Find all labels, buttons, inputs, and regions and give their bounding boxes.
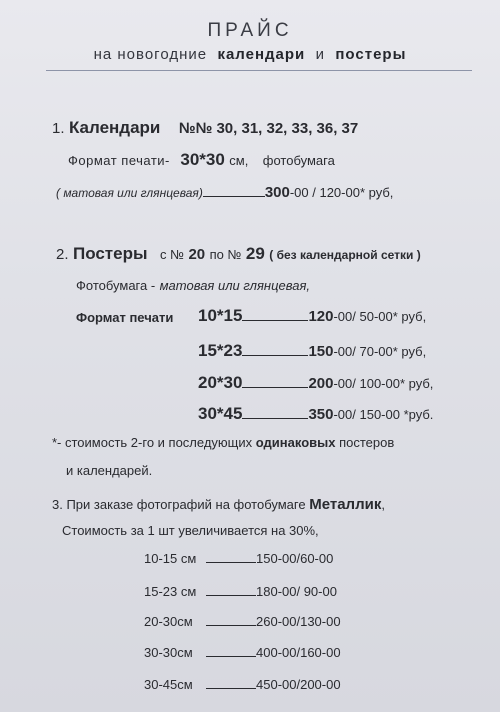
footnote-line1 [52,435,394,450]
price-leader-line [242,386,308,388]
section3-metallic: Металлик [309,496,382,513]
section1-price-line [56,184,393,202]
price-leader-line [206,561,256,563]
section3-line1 [52,496,385,513]
poster-price-main: 150 [308,343,334,360]
subtitle-and: и [315,46,326,63]
metallic-price: 150-00/60-00 [256,551,334,566]
section2-range-from: 20 [188,246,206,263]
metallic-price: 180-00/ 90-00 [256,584,337,599]
metallic-price: 450-00/200-00 [256,677,341,692]
metallic-price-row [144,584,337,599]
section1-format-unit: см, [229,153,249,168]
metallic-price-row [144,645,341,660]
metallic-price-row [144,614,341,629]
poster-size: 20*30 [198,373,243,392]
section2-range-to: 29 [245,244,265,263]
section2-note: ( без календарной сетки ) [269,248,421,262]
footnote-text: постеров [339,435,395,450]
price-leader-line [206,655,256,657]
metallic-price: 400-00/160-00 [256,645,341,660]
section1-format-paper: фотобумага [262,153,335,168]
section3-text: 3. При заказе фотографий на фотобумаге [52,497,306,512]
header-divider [46,70,472,71]
poster-price-row [198,341,426,361]
section2-format-label: Формат печати [76,310,174,325]
section1-title: Календари [68,118,161,137]
section3-line2: Стоимость за 1 шт увеличивается на 30%, [62,523,319,538]
poster-price-main: 200 [308,375,334,392]
section1-paper-note: ( матовая или глянцевая) [56,186,203,200]
section2-paper-label: Фотобумага - [76,278,156,293]
poster-price-rest: -00/ 150-00 *руб. [333,407,434,422]
metallic-size: 30-30см [144,645,193,660]
section2-paper-types: матовая или глянцевая, [159,278,311,293]
metallic-price-row [144,551,333,566]
subtitle-calendars: календари [217,46,306,63]
price-leader-line [203,195,265,197]
poster-price-row [198,373,433,393]
price-leader-line [206,594,256,596]
price-leader-line [206,687,256,689]
section2-range-mid: по № [209,247,242,262]
metallic-size: 15-23 см [144,584,197,599]
section3-comma: , [381,497,385,512]
section1-price-rest: -00 / 120-00* руб, [289,185,394,200]
footnote-line2: и календарей. [66,463,153,478]
poster-price-row [198,306,426,326]
poster-price-row [198,404,433,424]
poster-price-rest: -00/ 70-00* руб, [333,344,427,359]
section1-format-size: 30*30 [180,150,225,169]
metallic-size: 10-15 см [144,551,197,566]
subtitle-prefix: на новогодние [93,46,208,63]
page-title: ПРАЙС [207,20,293,41]
poster-size: 10*15 [198,306,243,325]
section1-number: 1. [52,120,65,137]
price-leader-line [242,319,308,321]
section2-number: 2. [56,246,69,263]
page-subtitle [0,46,500,63]
metallic-price: 260-00/130-00 [256,614,341,629]
metallic-size: 30-45см [144,677,193,692]
section2-range-pre: с № [159,247,185,262]
poster-price-main: 350 [308,406,334,423]
section1-format [68,150,335,170]
section2-title: Постеры [72,244,148,263]
section2-heading [56,244,421,264]
subtitle-posters: постеры [335,46,407,63]
section2-paper [76,277,310,295]
section1-format-label: Формат печати- [68,153,170,168]
metallic-price-row [144,677,341,692]
section1-numbers: №№ 30, 31, 32, 33, 36, 37 [178,120,359,137]
footnote-emphasis: одинаковых [255,435,336,450]
footnote-text: *- стоимость 2-го и последующих [52,435,253,450]
price-leader-line [242,354,308,356]
section1-price-main: 300 [264,184,290,201]
section1-heading [52,118,358,138]
metallic-size: 20-30см [144,614,193,629]
poster-size: 30*45 [198,404,243,423]
poster-price-main: 120 [308,308,334,325]
poster-price-rest: -00/ 100-00* руб, [333,376,434,391]
price-leader-line [242,417,308,419]
price-leader-line [206,624,256,626]
poster-size: 15*23 [198,341,243,360]
poster-price-rest: -00/ 50-00* руб, [333,309,427,324]
